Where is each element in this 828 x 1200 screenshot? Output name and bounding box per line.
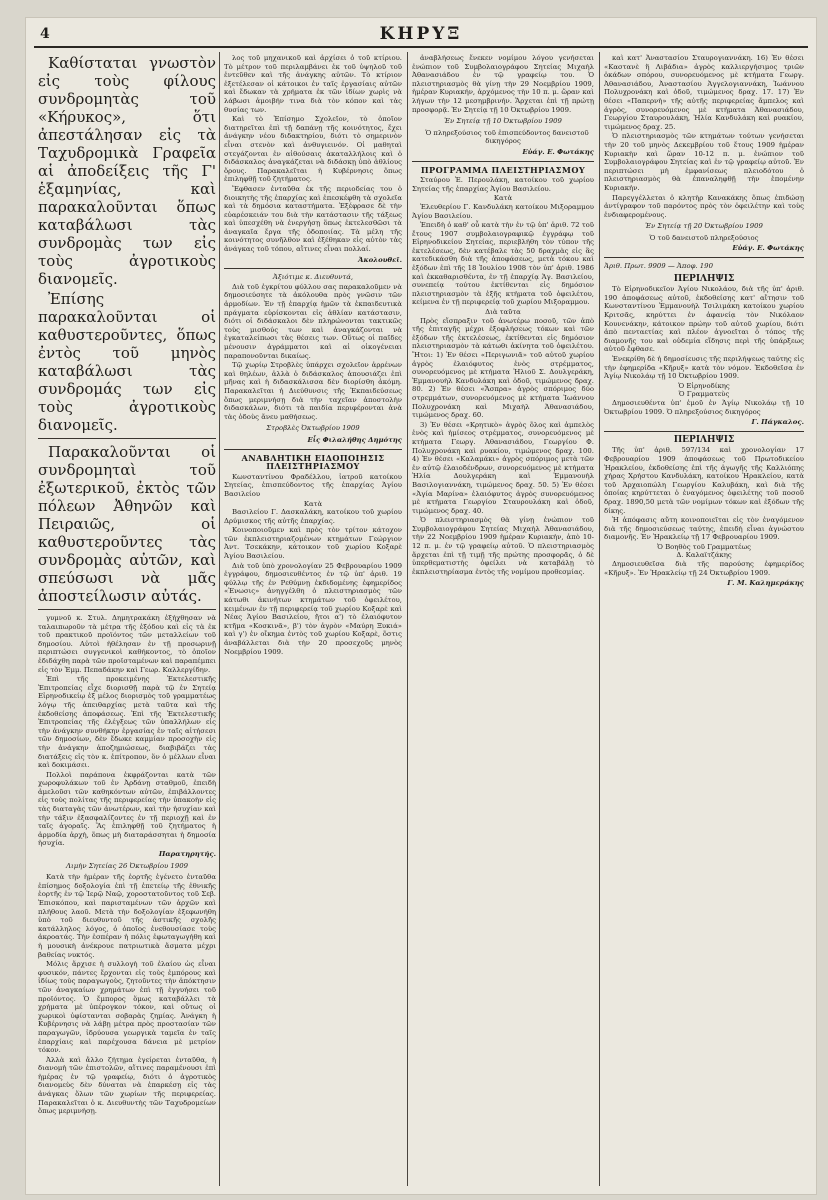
summary-paragraph: Δημοσιευθεῖσα διὰ τῆς παρούσης ἐφημερίδος «Κῆρυξ». Ἐν Ἡρακλείῳ τῇ 24 Ὀκτωβρίου 1909. — [604, 560, 804, 577]
auction-paragraph: Ὁ πλειστηριασμὸς τῶν κτημάτων τούτων γενήσεται τὴν 20 τοῦ μηνὸς Δεκεμβρίου τοῦ ἔτους 1909 ἡμέραν Κυριακὴν καὶ ὥραν 10-12 π. μ. ἐνώπιον τοῦ Συμβολαιογράφου Σητείας καὶ ἐν τῷ γραφείῳ αὐτοῦ. Ἐν περιπτώσει μὴ ἐμφανίσεως πλειοδότου ὁ πλειστηριασμὸς θὰ ἐπαναληφθῇ τὴν ἑπομένην Κυριακήν. — [604, 132, 804, 192]
clerk-label: Ὁ Γραμματεὺς — [678, 390, 730, 399]
summary-paragraph: Τὸ Εἰρηνοδικεῖον Ἁγίου Νικολάου, διὰ τῆς ὑπ' ἀριθ. 190 ἀποφάσεως αὐτοῦ, ἐκδοθείσης κατ' αἴτησιν τοῦ Κωνσταντίνου Ἐμμανουὴλ Τσιλιμάκη κατοίκου χωρίου Κριτσᾶς, κηρύττει ἐν ἀφανείᾳ τὸν Νικόλαον Κουνενάκην, κάτοικον πρώην τοῦ αὐτοῦ χωρίου, διότι ἀπὸ πενταετίας καὶ πλέον ἀγνοεῖται ὁ τόπος τῆς διαμονῆς του καὶ οὐδεμία εἴδησις περὶ τῆς ὑπάρξεως αὐτοῦ ἔφθασε. — [604, 285, 804, 354]
page-header — [34, 24, 808, 48]
subscription-notice — [38, 54, 216, 434]
column-4 — [604, 54, 804, 1184]
notice-paragraph: Παρακαλοῦνται οἱ συνδρομηταὶ τοῦ ἐξωτερικοῦ, ἐκτὸς τῶν πόλεων Ἀθηνῶν καὶ Πειραιῶς, οἱ καθυστεροῦντες τὰς συνδρομὰς αὐτῶν, καὶ σπεύσωσι νὰ μᾶς ἀποστείλωσιν αὐτάς. — [38, 443, 216, 605]
article-signature: Ἀκολουθεῖ. — [358, 255, 402, 264]
divider — [604, 431, 804, 432]
divider — [224, 268, 402, 269]
attorney-label: Ὁ τοῦ δανειστοῦ πληρεξούσιος — [649, 233, 759, 242]
reference-number: Ἀριθ. Πρωτ. 9909 — Ἀποφ. 190 — [604, 262, 713, 271]
auction-paragraph: Διὰ τοῦ ὑπὸ χρονολογίαν 25 Φεβρουαρίου 1909 ἐγγράφου, δημοσιευθέντος ἐν τῷ ὑπ' ἀριθ. 19 φύλλῳ τῆς ἐν Ρεθύμνῃ ἐκδιδομένης ἐφημερίδος «Ἐνωσις» ἀνηγγέλθη ὁ πλειστηριασμὸς τῶν κάτωθι ἀκινήτων κτημάτων τοῦ ὀφειλέτου, κειμένων ἐν τῇ περιφερείᾳ τοῦ χωρίου Κοξαρὲ καὶ Νέας Ἁγίου Βασιλείου, ἤτοι α') τὸ ἐλαιόφυτον κτῆμα «Κοσκινᾶ», β') τὸν ἀγρὸν «Μαύρη Ξυκιά» καὶ γ') ἐν οἴκημα ἐντὸς τοῦ χωρίου Κοξαρὲ, ὅστις ἀναβάλλεται διὰ τὴν 20 προσεχοῦς μηνὸς Νοεμβρίου 1909. — [224, 561, 402, 656]
auction-paragraph: Ὁ πληρεξούσιος τοῦ ἐπισπεύδοντος δανειστοῦ δικηγόρος — [425, 128, 589, 146]
summary-title: ΠΕΡΙΛΗΨΙΣ — [673, 434, 735, 445]
article-signature: Εὐάγ. Ε. Φωτάκης — [732, 244, 804, 253]
auction-paragraph: Ἐλευθερίου Γ. Κανδυλάκη κατοίκου Μιξοραμμου Ἁγίου Βασιλείου. — [412, 202, 594, 220]
article-paragraph: Πολλοὶ παράπονα ἐκφράζονται κατὰ τῶν χωροφυλάκων τοῦ ἐν Ἀρδάνῃ σταθμοῦ, ἐπειδὴ ἀμελοῦσι τῶν καθηκόντων αὐτῶν, ἐπιβάλλοντες εἰς τοὺς πολίτας τῆς περιφερείας τὴν ὑπακοὴν εἰς τὰς διαταγὰς τῶν ἀνωτέρων, καὶ τὴν ἡσυχίαν καὶ τὴν τάξιν ἐξασφαλίζοντες ἐν τῇ περιοχῇ καὶ ἐν ταῖς ἀγοραῖς. Ἂς ἐπιληφθῇ τοῦ ζητήματος ἡ ἁρμοδία ἀρχὴ, ὅπως μὴ διαταράσσηται ἡ δημοσία ἡσυχία. — [38, 770, 216, 848]
article-signature: Εὐάγ. Ε. Φωτάκης — [522, 147, 594, 156]
therefore-label: Διὰ ταῦτα — [485, 308, 521, 317]
auction-program-title: ΠΡΟΓΡΑΜΜΑ ΠΛΕΙΣΤΗΡΙΑΣΜΟΥ — [420, 164, 586, 175]
auction-paragraph: Βασιλείου Γ. Δασκαλάκη, κατοίκου τοῦ χωρίου Δρύμισκος τῆς αὐτῆς ἐπαρχίας. — [224, 508, 402, 525]
article-paragraph: λος τοῦ μηχανικοῦ καὶ ἀρχίσει ὁ τοῦ κτίριου. Τὸ μέτρον τοῦ περιλαμβάνει ἐκ τοῦ ὑψηλοῦ τοῦ ἐντεῦθεν καὶ τῆς ἀνάγκης αὐτῶν. Τὸ κτίριον ἐξετέλεσαν οἱ κάτοικοι ἐν ταῖς ἐργασίαις αὐτῶν καὶ ἔδωκαν τὰ χρήματα ἐκ τῶν ἰδίων χωρὶς νὰ λάβωσι ἀμοιβήν τινα διὰ τὸν κόπον καὶ τὰς θυσίας των. — [224, 54, 402, 114]
summary-paragraph: Δημοσιευθέντα ὑπ' ἐμοῦ ἐν Ἁγίῳ Νικολάῳ τῇ 10 Ὀκτωβρίου 1909. Ὁ πληρεξούσιος δικηγόρος — [604, 398, 804, 416]
auction-paragraph: καὶ κατ' Ἀναστασίου Σταυρογιαννάκη. 16) Ἐν θέσει «Καστανὲ ἢ Λιβάδια» ἀγρὸς καλλιεργήσιμος τριῶν ὁκάδων σπόρου, συνορευόμενος μὲ κτήματα Γεωργ. Ἀθανασιάδου, Ἀναστασίου Ἀγγελογιαννάκη, Ἰωάννου Πολυχρονάκη καὶ ὁδοῦ, τιμώμενος δραχ. 17. 17) Ἐν θέσει «Παπερνὴ» τῆς αὐτῆς περιφερείας ἄμπελος καὶ ἀγρὸς, συνορευόμενος μὲ κτήματα Ἀθανασιάδου, Γεωργίου Σταυρουλάκη, Ἠλία Κανδυλάκη καὶ ρυακίου, τιμώμενος δραχ. 25. — [604, 54, 804, 131]
article-paragraph: Ἀλλὰ καὶ ἄλλο ζήτημα ἐγείρεται ἐνταῦθα, ἡ διανομὴ τῶν ἐπιστολῶν, αἵτινες παραμένουσι ἐπὶ ἡμέρας ἐν τῷ γραφείῳ, διότι ὁ ἀγροτικὸς διανομεὺς δὲν δύναται νὰ ἐπαρκέσῃ εἰς τὰς ἀνάγκας ὅλων τῶν χωρίων τῆς περιφερείας. Παρακαλεῖται ὁ κ. Διευθυντὴς τῶν Ταχυδρομείων ὅπως μεριμνήσῃ. — [38, 1055, 216, 1116]
column-1 — [38, 54, 216, 1184]
judge-label: Ὁ Εἰρηνοδίκης — [678, 381, 730, 390]
column-rule — [599, 52, 600, 1186]
against-label: Κατὰ — [493, 194, 513, 203]
newspaper-page — [26, 18, 816, 1194]
auction-notice-title: ΑΝΑΒΛΗΤΙΚΗ ΕΙΔΟΠΟΙΗΣΙΣ ΠΛΕΙΣΤΗΡΙΑΣΜΟΥ — [241, 452, 385, 472]
divider — [412, 161, 594, 162]
article-paragraph: Μόλις ἄρχισε ἡ συλλογὴ τοῦ ἐλαίου ὡς εἶναι φυσικόν, πάντες ἔρχονται εἰς τοὺς ἐμπόρους καὶ ἰδίως τοὺς παραγωγοὺς, ζητοῦντες τὴν ἀπόκτησιν τῶν ἀναγκαίων χρημάτων ἐπὶ τῇ ἐγγυήσει τοῦ προϊόντος. Ὁ ἔμπορος ὅμως καταβάλλει τὰ χρήματα μὲ ὑπέρογκον τόκον, καὶ οὕτως οἱ χωρικοὶ ὑφίστανται σοβαρὰς ζημίας. Ἀνάγκη ἡ Κυβέρνησις νὰ λάβῃ μέτρα πρὸς προστασίαν τῶν παραγωγῶν, ἱδρύουσα γεωργικὰ ταμεῖα ἐν ταῖς ἐπαρχίαις καὶ παρέχουσα δάνεια μὲ μετρίον τόκον. — [38, 960, 216, 1055]
auction-paragraph: Κοινοποιοῦμεν καὶ πρὸς τὸν τρίτον κάτοχον τῶν ἐκπλειστηριαζομένων κτημάτων Γεώργιον Ἀντ. Τσεκάκην, κάτοικον τοῦ χωρίου Κοξαρὲ Ἁγίου Βασιλείου. — [224, 526, 402, 561]
dateline: Ἐν Σητείᾳ τῇ 10 Ὀκτωβρίου 1909 — [444, 117, 562, 126]
auction-paragraph: Σταύρου Ἐ. Περουλάκη, κατοίκου τοῦ χωρίου Σητείας τῆς ἐπαρχίας Ἁγίου Βασιλείου. — [412, 176, 594, 193]
auction-paragraph: Ἐπειδὴ ὁ καθ' οὗ κατὰ τὴν ἐν τῷ ὑπ' ἀριθ. 72 τοῦ ἔτους 1907 συμβολαιογραφικῷ ἐγγράφῳ τοῦ Εἰρηνοδικείου Σητείας, περιεβλήθη τὸν τύπον τῆς ἐκτελέσεως, δὲν κατέβαλε τὰς 50 δραχμὰς εἰς ἃς κατεδικάσθη διὰ τῆς ἀποφάσεως, μετὰ τόκου καὶ ἐξόδων ἐπὶ τῆς 18 Ἰουλίου 1908 τὸν ὑπ' ἀριθ. 1986 καὶ ἐκκαθαρισθέντα, ἐν τῇ ἐπαρχίᾳ Ἁγ. Βασιλείου, συνεπείᾳ τούτου ἐκτίθενται εἰς δημόσιον πλειστηριασμὸν τὰ ἑξῆς κτήματα τοῦ ὀφειλέτου, κείμενα ἐν τῇ περιφερείᾳ τοῦ χωρίου Μιξοραμμου. — [412, 221, 594, 307]
dateline: Στροβλὲς Ὀκτωβρίου 1909 — [266, 424, 360, 433]
summary-paragraph: Ἐνεκρίθη δὲ ἡ δημοσίευσις τῆς περιλήψεως ταύτης εἰς τὴν ἐφημερίδα «Κῆρυξ» κατὰ τὸν νόμον. Ἐκδοθεῖσα ἐν Ἁγίῳ Νικολάῳ τῇ 10 Ὀκτωβρίου 1909. — [604, 355, 804, 381]
column-rule — [219, 52, 220, 1186]
article-paragraph: Καὶ τὸ Ἐπίσημο Σχολεῖον, τὸ ὁποῖον διατηρεῖται ἐπὶ τῇ δαπάνῃ τῆς κοινότητος, ἔχει ἀνάγκην νέου διδακτηρίου, διότι τὸ σημερινὸν εἶναι στενὸν καὶ ἀνθυγιεινόν. Οἱ μαθηταὶ στεγάζονται ἐν αἰθούσαις ἀκαταλλήλοις καὶ ὁ διδάσκαλος ἀναγκάζεται νὰ διδάσκῃ ὑπὸ ἀθλίους ὅρους. Παρακαλεῖται ἡ Κυβέρνησις ὅπως ἐπιληφθῇ τοῦ ζητήματος. — [224, 115, 402, 184]
page-number: 4 — [40, 26, 50, 42]
divider — [224, 449, 402, 450]
auction-paragraph: 3) Ἐν θέσει «Κρητικὸ» ἀγρὸς ὅλος καὶ ἀμπελὸς ἑνὸς καὶ ἡμίσεος στρέμματος, συνορευόμενος μὲ κτήματα Γεωργ. Ἀθανασιάδου, Γεωργίου Φ. Πολυχρονάκη καὶ ρυακίου, τιμώμενος δραχ. 100. 4) Ἐν θέσει «Καλαμάκι» ἀγρὸς σπόριμος μετὰ τῶν ἐν αὐτῷ ἐλαιοδένδρων, συνορευόμενος μὲ κτήματα Ἠλία Δουλγεράκη καὶ Ἐμμανουὴλ Βασιλογιαννάκη, τιμώμενος δραχ. 50. 5) Ἐν θέσει «Ἁγία Μαρίνα» ἐλαιόφυτος ἀγρὸς συνορευόμενος μὲ κτήματα Γεωργίου Σταυρουλάκη καὶ ὁδοῦ, τιμώμενος δραχ. 40. — [412, 420, 594, 515]
divider — [38, 438, 216, 439]
article-paragraph: Ἐπὶ τῆς προκειμένης Ἐκτελεστικῆς Ἐπιτροπείας εἶχε διορισθῇ παρὰ τῷ ἐν Σητείᾳ Εἰρηνοδικείῳ ἐξ μέλος διορισμὸς τοῦ γραμματέως λόγῳ τῆς ἀπειθαρχίας μετὰ ταῦτα καὶ τῆς ἐκδοθείσης ἀποφάσεως. Ἐπὶ τῆς Ἐκτελεστικῆς Ἐπιτροπείας τῆς ἐλέγξεως τῶν ὑπαλλήλων εἰς τὴν ἀνάγκην συνθήκην ἐργασίας ἐν ταῖς αἰτήσεσι τῶν δημοσίων, δὲν ἔδωκε καμμίαν προσοχὴν εἰς τὴν ἀνάγκην ἀποζημιώσεως, διαβιβάζει τὰς διατάξεις εἰς τὸν κ. ἐπίτροπον, ὅν ὁ μέλλων εἶναι καὶ δοκιμάσει. — [38, 675, 216, 770]
article-paragraph: Κατὰ τὴν ἡμέραν τῆς ἑορτῆς ἐγένετο ἐνταῦθα ἐπίσημος δοξολογία ἐπὶ τῇ ἐπετείῳ τῆς ἐθνικῆς ἑορτῆς ἐν τῷ Ἱερῷ Ναῷ, χοροστατοῦντος τοῦ Σεβ. Ἐπισκόπου, καὶ παρισταμένων τῶν ἀρχῶν καὶ πλήθους λαοῦ. Μετὰ τὴν δοξολογίαν ἐξεφωνήθη ὑπὸ τοῦ διευθυντοῦ τῆς ἀστικῆς σχολῆς κατάλληλος λόγος, ὁ ὁποῖος ἐνεθουσίασε τοὺς ἀκροατάς. Τὴν ἑσπέραν ἡ πόλις ἐφωταγωγήθη καὶ ἡ μουσικὴ ἀνέκρουε πατριωτικὰ ἄσματα μέχρι βαθείας νυκτός. — [38, 873, 216, 959]
article-signature: Γ. Πάγκαλος. — [751, 418, 804, 427]
auction-paragraph: ἀναβλήσεως ἕνεκεν νομίμου λόγου γενήσεται ἐνώπιον τοῦ Συμβολαιογράφου Σητείας Μιχαὴλ Ἀθανασιάδου ἐν τῷ γραφείῳ του. Ὁ πλειστηριασμὸς θὰ γίνῃ τὴν 29 Νοεμβρίου 1909, ἡμέραν Κυριακήν, ἀρχόμενος τὴν 10 π. μ. ὥραν καὶ λήγων τὴν 12 μεσημβρινήν. Ἄρχεται ἐπὶ τῇ πρώτῃ προσφορᾷ. Ἐν Σητείᾳ τῇ 10 Ὀκτωβρίου 1909. — [412, 54, 594, 114]
notice-paragraph: Ἐπίσης παρακαλοῦνται οἱ καθυστεροῦντες, ὅπως ἐντὸς τοῦ μηνὸς καταβάλωσι τὰς συνδρομάς των εἰς τοὺς ἀγροτικοὺς διανομεῖς. — [38, 290, 216, 434]
summary-paragraph: Τῆς ὑπ' ἀριθ. 597/134 καὶ χρονολογίαν 17 Φεβρουαρίου 1909 ἀποφάσεως τοῦ Πρωτοδικείου Ἡρακλείου, ἐκδοθείσης ἐπὶ τῆς ἀγωγῆς τῆς Καλλιόπης χήρας Χρήστου Κανδυλάκη, κατοίκου Ἡρακλείου, κατὰ τοῦ Ἀρχαιοπώλη Γεωργίου Καλυβάκη, καὶ διὰ τῆς ὁποίας κηρύττεται ὁ ἐναγόμενος ὀφειλέτης τοῦ ποσοῦ δραχ. 1890,50 μετὰ τῶν νομίμων τόκων καὶ ἐξόδων τῆς δίκης. — [604, 446, 804, 515]
article-signature: Εἷς Φιλαλήθης Δημότης — [307, 435, 402, 444]
summary-title: ΠΕΡΙΛΗΨΙΣ — [673, 273, 735, 284]
auction-paragraph: Κωνσταντίνου Φραδέλλου, ἰατροῦ κατοίκου Σητείας, ἐπισπεύδοντος τῆς ἐπαρχίας Ἁγίου Βασιλείου — [224, 472, 402, 498]
column-3 — [412, 54, 594, 1184]
article-paragraph: Ἔφθασεν ἐνταῦθα ἐκ τῆς περιοδείας του ὁ διοικητὴς τῆς ἐπαρχίας καὶ ἐπεσκέφθη τὰ σχολεῖα καὶ τὰ δημόσια καταστήματα. Ἐξέφρασε δὲ τὴν εὐαρέσκειάν του διὰ τὴν κατάστασιν τῆς τάξεως καὶ ὑπεσχέθη νὰ ἐνεργήσῃ ὅπως ἐκτελεσθῶσι τὰ ἀναγκαῖα ἔργα τῆς ὁδοποιίας. Τὰ μέλη τῆς κοινότητος συνῆλθον καὶ ἐξέθηκαν εἰς αὐτὸν τὰς ἀνάγκας τοῦ τόπου, αἵτινες εἶναι πολλαί. — [224, 184, 402, 254]
article-signature: Παρατηρητής. — [158, 850, 216, 859]
auction-paragraph: Παρεγγέλλεται ὁ κλητὴρ Κανακάκης ὅπως ἐπιδώσῃ ἀντίγραφον τοῦ παρόντος πρὸς τὸν ὀφειλέτην καὶ τοὺς ἐνδιαφερομένους. — [604, 193, 804, 219]
column-2 — [224, 54, 402, 1184]
notice-paragraph: Καθίσταται γνωστὸν εἰς τοὺς φίλους συνδρομητὰς τοῦ «Κήρυκος», ὅτι ἀπεστάλησαν εἰς τὰ Ταχυδρομικὰ Γραφεῖα αἱ ἀποδείξεις τῆς Γ' ἑξαμηνίας, καὶ παρακαλοῦνται ὅπως καταβάλωσι τὰς συνδρομὰς των εἰς τοὺς ἀγροτικοὺς διανομεῖς. — [38, 54, 216, 288]
clerk-name: Δ. Καλαϊτζάκης — [676, 551, 732, 560]
letter-greeting: Ἀξιότιμε κ. Διευθυντά, — [272, 273, 354, 282]
divider — [604, 257, 804, 258]
dateline: Λιμὴν Σητείας 26 Ὀκτωβρίου 1909 — [66, 861, 188, 870]
dateline: Ἐν Σητείᾳ τῇ 20 Ὀκτωβρίου 1909 — [645, 222, 763, 231]
article-paragraph: γυμνοῦ κ. Στυλ. Δημητρακάκη ἐξήχθησαν νὰ ταλαιπωροῦν τὰ μέτρα τῆς ἐξόδου καὶ εἰς τὰ ἐκ τοῦ πρακτικοῦ προϊόντος τῶν μεταλλείων τοῦ δημοσίου. Αὐτοὶ ἠθέλησαν ἐν τῇ προσωρινῇ περιπτώσει συγγενικοὶ καθήκοντος, τὸ ὁποῖον ἐδιδάχθη παρὰ τῶν προϊσταμένων καὶ παραπέμπει εἰς τὸν Ἐμμ. Πεπαδάκην καὶ Γεωρ. Καλλεργίδην. — [38, 614, 216, 674]
foreign-subscribers-notice — [38, 443, 216, 605]
article-paragraph: Τῷ χωρίῳ Στροβλὲς ὑπάρχει σχολεῖον ἀρρένων καὶ θηλέων, ἀλλὰ ὁ διδάσκαλος ἀπουσιάζει ἐπὶ μῆνας καὶ ἡ διδασκάλισσα δὲν διορίσθη ἀκόμη. Παρακαλεῖται ἡ Διεύθυνσις τῆς Ἐκπαιδεύσεως ὅπως μεριμνήσῃ διὰ τὴν ταχεῖαν ἀποστολὴν διδασκάλων, διότι τὰ παιδία περιφέρονται ἀνὰ τὰς ὁδοὺς ἄνευ μαθήσεως. — [224, 361, 402, 421]
divider — [38, 609, 216, 610]
masthead: ΚΗΡΥΞ — [379, 24, 463, 44]
summary-paragraph: Ἡ ἀπόφασις αὕτη κοινοποιεῖται εἰς τὸν ἐναγόμενον διὰ τῆς δημοσιεύσεως ταύτης, ἐπειδὴ εἶναι ἀγνώστου διαμονῆς. Ἐν Ἡρακλείῳ τῇ 17 Φεβρουαρίου 1909. — [604, 516, 804, 542]
auction-paragraph: Ὁ πλειστηριασμὸς θὰ γίνῃ ἐνώπιον τοῦ Συμβολαιογράφου Σητείας Μιχαὴλ Ἀθανασιάδου, τὴν 22 Νοεμβρίου 1909 ἡμέραν Κυριακήν, ἀπὸ 10-12 π. μ. ἐν τῷ γραφείῳ αὐτοῦ. Ὁ πλειστηριασμὸς ἄρχεται ἐπὶ τῇ τιμῇ τῆς πρώτης προσφορᾶς, ὁ δὲ ὑπερθεματιστὴς ὀφείλει νὰ καταβάλῃ τὸ ἐκπλειστηρίασμα ἐντὸς τῆς νομίμου προθεσμίας. — [412, 516, 594, 576]
article-paragraph: Διὰ τοῦ ἐγκρίτου φύλλου σας παρακαλοῦμεν νὰ δημοσιεύσητε τὰ ἀκόλουθα πρὸς γνῶσιν τῶν ἀρμοδίων. Ἐν τῇ ἐπαρχίᾳ ἡμῶν τὰ ἐκπαιδευτικὰ πράγματα εὑρίσκονται εἰς ἀθλίαν κατάστασιν, διότι οἱ διδάσκαλοι δὲν πληρώνονται τακτικῶς τοὺς μισθούς των καὶ ἀναγκάζονται νὰ ἐγκαταλείπωσι τὰς θέσεις των. Οὕτως οἱ παῖδες μένουσιν ἀγράμματοι καὶ αἱ οἰκογένειαι παραπονοῦνται δικαίως. — [224, 282, 402, 360]
assistant-clerk-label: Ὁ Βοηθὸς τοῦ Γραμματέως — [656, 542, 752, 551]
against-label: Κατὰ — [303, 499, 323, 508]
auction-paragraph: Πρὸς εἴσπραξιν τοῦ ἀνωτέρω ποσοῦ, τῶν ἀπὸ τῆς ἐπιταγῆς μέχρι ἐξοφλήσεως τόκων καὶ τῶν ἐξόδων τῆς ἐκτελέσεως, ἐκτίθενται εἰς δημόσιον πλειστηριασμὸν τὰ κάτωθι ἀκίνητα τοῦ ὀφειλέτου. Ἤτοι: 1) Ἐν θέσει «Περιγωνιᾶ» τοῦ αὐτοῦ χωρίου ἀγρὸς ἐλαιόφυτος ἑνὸς στρέμματος, συνορευόμενος μὲ κτήματα Ἠλιοῦ Σ. Δουλγεράκη, Ἐμμανουὴλ Κανδυλάκη καὶ ὁδοῦ, τιμώμενος δραχ. 80. 2) Ἐν θέσει «Ἄσπρα» ἀγρὸς σπόριμος δύο στρεμμάτων, συνορευόμενος μὲ κτήματα Ἰωάννου Πολυχρονάκη καὶ Μιχαὴλ Ἀθανασιάδου, τιμώμενος δραχ. 60. — [412, 316, 594, 420]
column-rule — [407, 52, 408, 1186]
article-signature: Γ. Μ. Καλημεράκης — [727, 579, 804, 588]
